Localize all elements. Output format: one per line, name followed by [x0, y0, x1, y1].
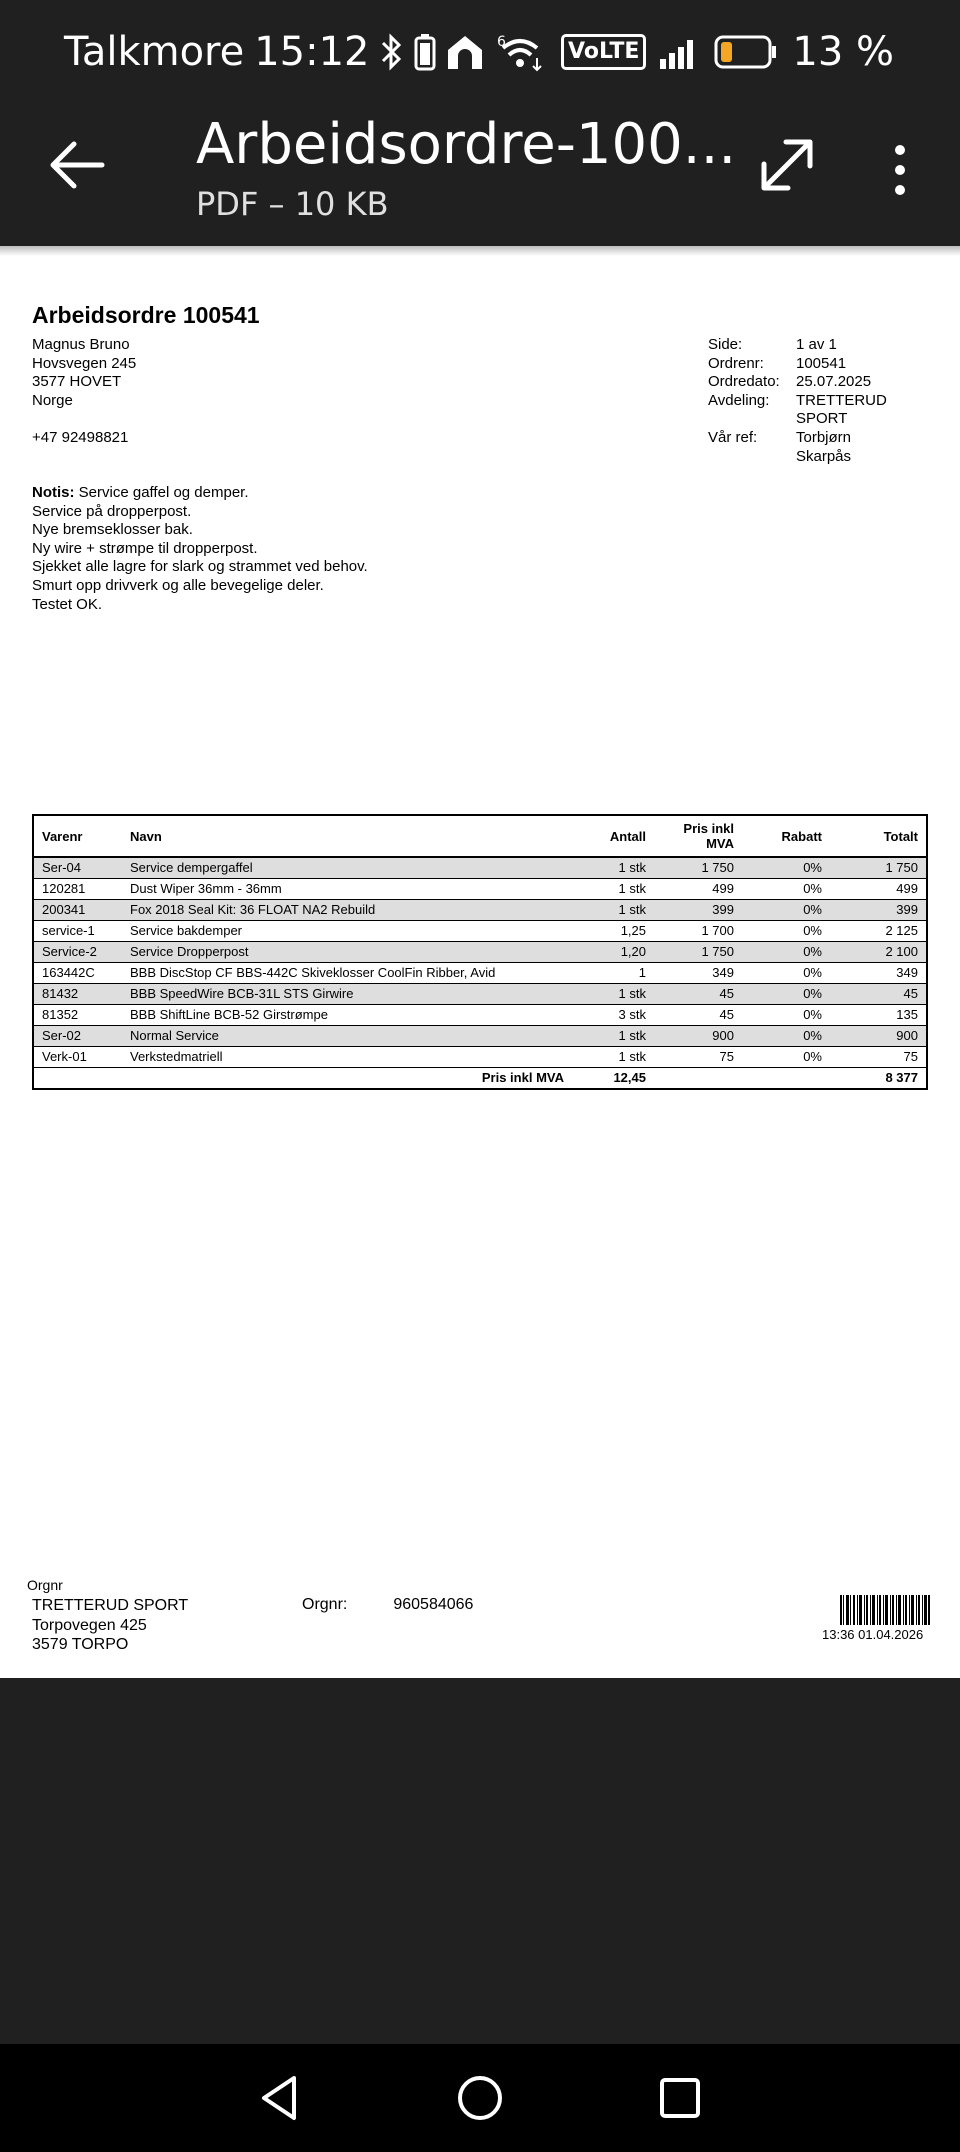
- cell-antall: 1 stk: [572, 879, 654, 900]
- col-navn: Navn: [122, 815, 572, 857]
- cell-navn: Service Dropperpost: [122, 942, 572, 963]
- notes-line: Ny wire + strømpe til dropperpost.: [32, 539, 258, 557]
- cell-rabatt: 0%: [742, 984, 830, 1005]
- cell-navn: Normal Service: [122, 1026, 572, 1047]
- cell-antall: 3 stk: [572, 1005, 654, 1026]
- status-bar: [0, 0, 960, 100]
- cell-antall: 1,20: [572, 942, 654, 963]
- cell-totalt: 45: [830, 984, 927, 1005]
- cell-navn: Service bakdemper: [122, 921, 572, 942]
- footer-orgnr-caption: Orgnr: [27, 1577, 63, 1593]
- cell-antall: 1 stk: [572, 1047, 654, 1068]
- footer-address: [32, 1596, 188, 1655]
- document-title: Arbeidsordre-100...: [196, 112, 737, 177]
- table-row: [33, 900, 927, 921]
- cell-rabatt: 0%: [742, 1047, 830, 1068]
- table-row: [33, 984, 927, 1005]
- meta-label: Avdeling:: [708, 391, 770, 409]
- customer-line: 3577 HOVET: [32, 373, 122, 391]
- customer-line: Magnus Bruno: [32, 336, 130, 353]
- wifi-icon: [497, 32, 547, 72]
- table-row: [33, 942, 927, 963]
- home-icon: [446, 34, 484, 70]
- notes-line: Sjekket alle lagre for slark og strammet ved behov.: [32, 558, 368, 576]
- cell-pris: 499: [654, 879, 742, 900]
- cell-antall: 1 stk: [572, 1026, 654, 1047]
- cell-varenr: Verk-01: [33, 1047, 122, 1068]
- cell-varenr: 81352: [33, 1005, 122, 1026]
- cell-antall: 1 stk: [572, 857, 654, 879]
- cell-navn: BBB ShiftLine BCB-52 Girstrømpe: [122, 1005, 572, 1026]
- customer-line: Hovsvegen 245: [32, 354, 137, 372]
- table-header: [33, 815, 927, 857]
- meta-label: Ordrenr:: [708, 354, 764, 372]
- bluetooth-icon: [380, 32, 404, 72]
- app-bar: [0, 100, 960, 246]
- cell-totalt: 499: [830, 879, 927, 900]
- notes-line: Nye bremseklosser bak.: [32, 521, 193, 539]
- cell-totalt: 2 125: [830, 921, 927, 942]
- summary-label: Pris inkl MVA: [481, 1070, 564, 1085]
- battery-icon: [714, 34, 778, 70]
- table-row: [33, 1005, 927, 1026]
- notes-line: Testet OK.: [32, 595, 103, 613]
- status-left: [64, 26, 484, 78]
- footer-address-line: Torpovegen 425: [32, 1616, 147, 1634]
- cell-totalt: 349: [830, 963, 927, 984]
- customer-line: Norge: [32, 391, 73, 409]
- items-table: [32, 814, 928, 1090]
- meta-value: 100541: [796, 354, 847, 372]
- cell-pris: 45: [654, 984, 742, 1005]
- cell-varenr: 200341: [33, 900, 122, 921]
- customer-address: [32, 336, 136, 448]
- cell-varenr: Ser-04: [33, 857, 122, 879]
- nav-back-icon[interactable]: [254, 2072, 306, 2124]
- cell-rabatt: 0%: [742, 921, 830, 942]
- customer-line: [32, 410, 136, 429]
- status-right: [497, 26, 894, 78]
- cell-pris: 900: [654, 1026, 742, 1047]
- cell-rabatt: 0%: [742, 857, 830, 879]
- col-rabatt: Rabatt: [742, 815, 830, 857]
- title-area: [196, 108, 737, 224]
- table-row: [33, 963, 927, 984]
- col-pris: Pris inkl MVA: [654, 815, 742, 857]
- cell-varenr: 163442C: [33, 963, 122, 984]
- cell-navn: Verkstedmatriell: [122, 1047, 572, 1068]
- cell-rabatt: 0%: [742, 1005, 830, 1026]
- meta-value: 25.07.2025: [796, 373, 872, 391]
- cell-totalt: 399: [830, 900, 927, 921]
- cell-totalt: 75: [830, 1047, 927, 1068]
- cell-navn: BBB SpeedWire BCB-31L STS Girwire: [122, 984, 572, 1005]
- clock: 15:12: [254, 29, 370, 75]
- cell-navn: Fox 2018 Seal Kit: 36 FLOAT NA2 Rebuild: [122, 900, 572, 921]
- col-totalt: Totalt: [830, 815, 927, 857]
- summary-antall: 12,45: [613, 1070, 646, 1085]
- notes-line: [32, 484, 368, 503]
- cell-varenr: service-1: [33, 921, 122, 942]
- volte-badge: VoLTE: [561, 34, 646, 70]
- nav-recents-icon[interactable]: [654, 2072, 706, 2124]
- wifi-badge: 6: [497, 34, 506, 50]
- notes-line: Service på dropperpost.: [32, 502, 192, 520]
- cell-pris: 45: [654, 1005, 742, 1026]
- cell-rabatt: 0%: [742, 963, 830, 984]
- cell-varenr: 120281: [33, 879, 122, 900]
- meta-value: 1 av 1: [796, 336, 837, 353]
- cell-varenr: Service-2: [33, 942, 122, 963]
- cell-varenr: 81432: [33, 984, 122, 1005]
- cell-varenr: Ser-02: [33, 1026, 122, 1047]
- cell-totalt: 135: [830, 1005, 927, 1026]
- page-shadow: [0, 246, 960, 256]
- footer-orgnr-label: Orgnr:: [302, 1596, 348, 1613]
- col-varenr: Varenr: [33, 815, 122, 857]
- cell-navn: Dust Wiper 36mm - 36mm: [122, 879, 572, 900]
- signal-icon: [660, 35, 700, 69]
- document-subtitle: PDF – 10 KB: [196, 185, 389, 223]
- barcode-timestamp: 13:36 01.04.2026: [822, 1627, 924, 1642]
- cell-navn: Service dempergaffel: [122, 857, 572, 879]
- footer-orgnr-value: 960584066: [393, 1596, 474, 1613]
- carrier-name: Talkmore: [64, 29, 245, 75]
- cell-navn: BBB DiscStop CF BBS-442C Skiveklosser CoolFin Ribber, Avid: [122, 963, 572, 984]
- cell-antall: 1,25: [572, 921, 654, 942]
- customer-phone: +47 92498821: [32, 428, 129, 446]
- table-row: [33, 921, 927, 942]
- cell-pris: 1 750: [654, 857, 742, 879]
- table-row: [33, 879, 927, 900]
- cell-antall: 1: [572, 963, 654, 984]
- cell-pris: 399: [654, 900, 742, 921]
- notes-label: Notis:: [32, 484, 75, 501]
- table-row: [33, 1026, 927, 1047]
- table-row: [33, 1047, 927, 1068]
- notes-line: Smurt opp drivverk og alle bevegelige deler.: [32, 576, 324, 594]
- navigation-bar: [0, 2044, 960, 2152]
- notes: [32, 484, 368, 614]
- nav-home-icon[interactable]: [454, 2072, 506, 2124]
- meta-value: Torbjørn Skarpås: [796, 428, 852, 465]
- barcode-icon: [840, 1595, 930, 1625]
- cell-pris: 1 750: [654, 942, 742, 963]
- battery-percent: 13 %: [792, 29, 894, 75]
- col-antall: Antall: [572, 815, 654, 857]
- table-row: [33, 857, 927, 879]
- cell-rabatt: 0%: [742, 942, 830, 963]
- cell-pris: 75: [654, 1047, 742, 1068]
- cell-rabatt: 0%: [742, 1026, 830, 1047]
- document-heading: Arbeidsordre 100541: [32, 302, 260, 328]
- more-vert-icon[interactable]: [880, 140, 920, 200]
- order-meta: [708, 336, 906, 466]
- meta-label: Ordredato:: [708, 373, 780, 391]
- meta-label: Vår ref:: [708, 428, 758, 446]
- battery-saver-icon: [414, 33, 436, 71]
- pdf-page[interactable]: [0, 246, 960, 1678]
- footer-address-line: TRETTERUD SPORT: [32, 1597, 189, 1614]
- table-summary-row: [33, 1068, 927, 1090]
- meta-label: Side:: [708, 336, 743, 353]
- cell-totalt: 2 100: [830, 942, 927, 963]
- summary-totalt: 8 377: [885, 1070, 918, 1085]
- cell-totalt: 1 750: [830, 857, 927, 879]
- notes-first: Service gaffel og demper.: [74, 484, 249, 501]
- cell-pris: 349: [654, 963, 742, 984]
- cell-antall: 1 stk: [572, 900, 654, 921]
- cell-rabatt: 0%: [742, 900, 830, 921]
- cell-antall: 1 stk: [572, 984, 654, 1005]
- meta-value: TRETTERUD SPORT: [796, 391, 887, 428]
- footer-address-line: 3579 TORPO: [32, 1636, 129, 1653]
- cell-rabatt: 0%: [742, 879, 830, 900]
- back-arrow-icon[interactable]: [42, 130, 112, 200]
- cell-pris: 1 700: [654, 921, 742, 942]
- cell-totalt: 900: [830, 1026, 927, 1047]
- expand-icon[interactable]: [756, 134, 818, 196]
- footer-orgnr: [302, 1596, 473, 1614]
